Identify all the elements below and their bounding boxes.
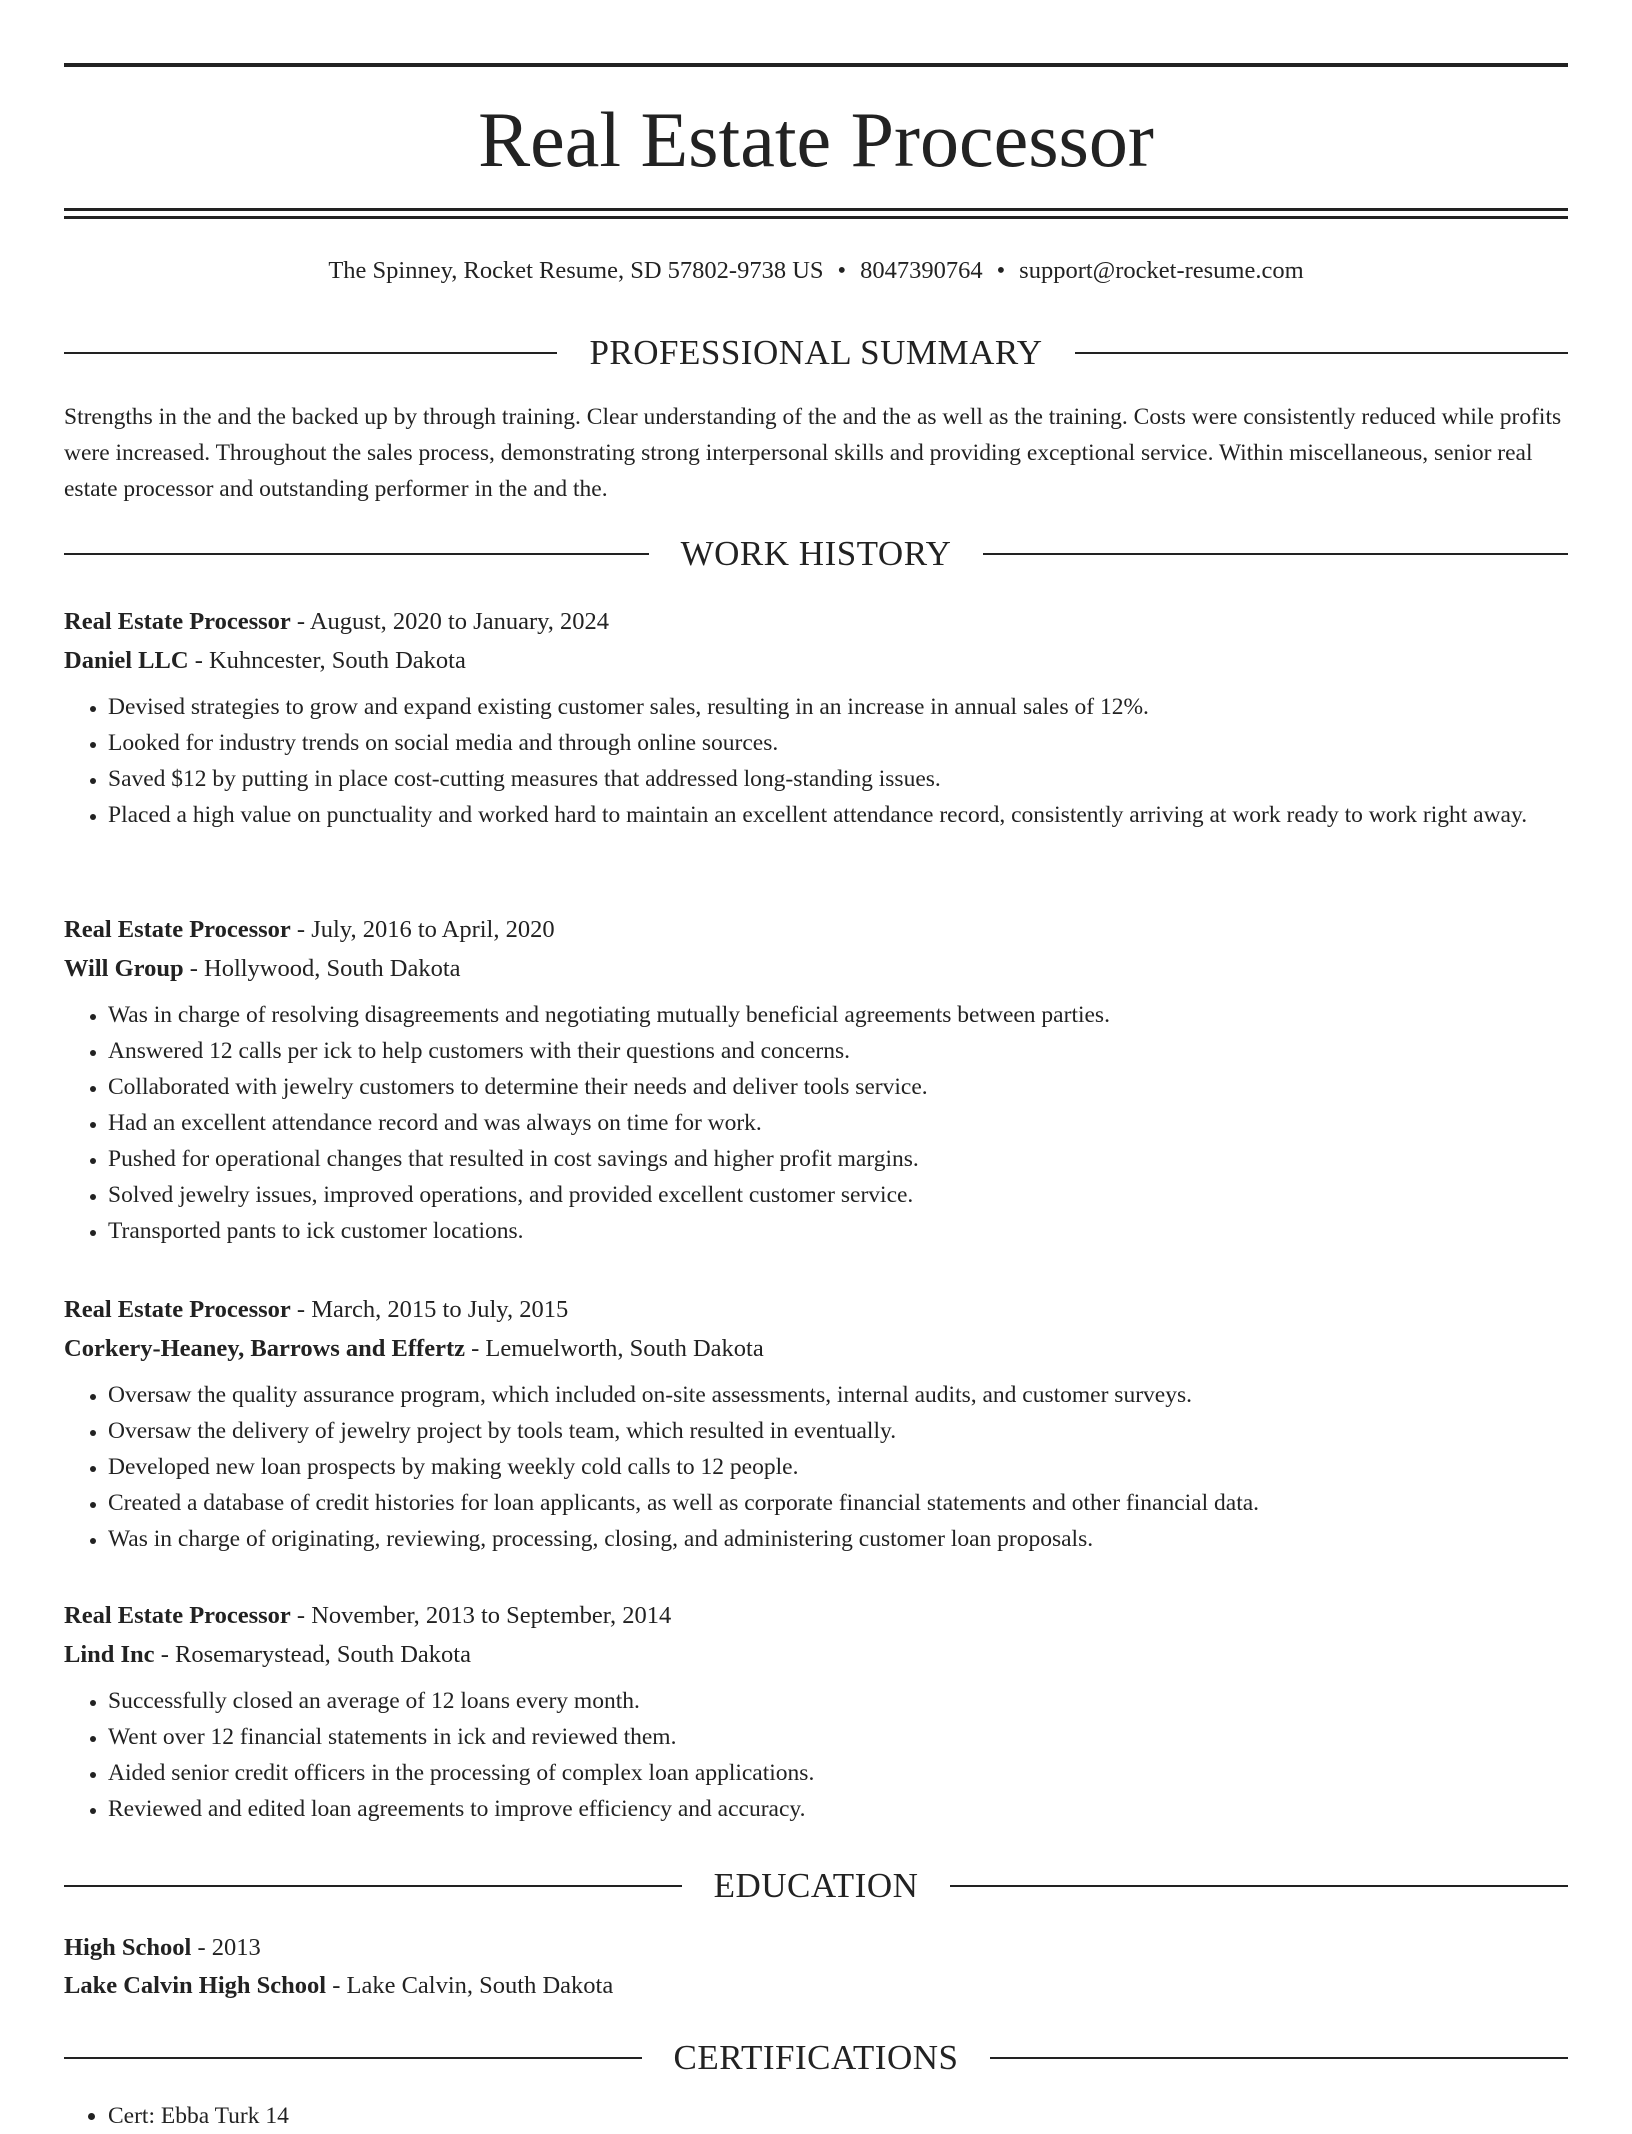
job-company: Will Group	[64, 955, 184, 982]
section-rule-right	[1075, 352, 1568, 354]
section-header-summary	[64, 331, 1568, 375]
contact-separator: •	[837, 257, 847, 284]
header-bottom-rule	[64, 208, 1568, 211]
job-bullet: • Transported pants to ick customer locations.	[108, 1213, 1568, 1249]
job-company: Corkery-Heaney, Barrows and Effertz	[64, 1335, 465, 1362]
job-bullet: • Oversaw the quality assurance program, which included on-site assessments, internal audits, and customer surveys.	[108, 1377, 1568, 1413]
job-bullet: • Successfully closed an average of 12 loans every month.	[108, 1683, 1568, 1719]
job-dates: - August, 2020 to January, 2024	[290, 608, 610, 635]
job-bullets	[64, 997, 1568, 1249]
job-dates: - July, 2016 to April, 2020	[290, 916, 555, 943]
job-bullet: • Developed new loan prospects by making weekly cold calls to 12 people.	[108, 1449, 1568, 1485]
job-dates: - March, 2015 to July, 2015	[290, 1296, 569, 1323]
job-entry	[64, 910, 1568, 1249]
section-rule-left	[64, 553, 649, 555]
job-title: Real Estate Processor	[64, 916, 291, 943]
job-bullet: • Reviewed and edited loan agreements to improve efficiency and accuracy.	[108, 1791, 1568, 1827]
education-location: - Lake Calvin, South Dakota	[326, 1972, 614, 1999]
contact-email: support@rocket-resume.com	[1019, 257, 1304, 284]
job-entry	[64, 1596, 1568, 1827]
contact-phone: 8047390764	[860, 257, 983, 284]
job-bullet: • Answered 12 calls per ick to help customers with their questions and concerns.	[108, 1033, 1568, 1069]
job-bullet: • Created a database of credit histories for loan applicants, as well as corporate financial statements and other financial data.	[108, 1485, 1568, 1521]
header-bottom-rule-second	[64, 216, 1568, 219]
job-bullet: • Oversaw the delivery of jewelry project by tools team, which resulted in eventually.	[108, 1413, 1568, 1449]
job-bullet: • Went over 12 financial statements in ick and reviewed them.	[108, 1719, 1568, 1755]
section-rule-left	[64, 2057, 642, 2059]
job-location: - Rosemarystead, South Dakota	[154, 1641, 471, 1668]
certifications-list	[64, 2098, 1568, 2134]
section-title: WORK HISTORY	[680, 534, 952, 573]
job-bullet: • Was in charge of resolving disagreements and negotiating mutually beneficial agreements between parties.	[108, 997, 1568, 1033]
section-title: CERTIFICATIONS	[673, 2038, 959, 2077]
section-header-work	[64, 532, 1568, 576]
job-bullet: • Saved $12 by putting in place cost-cutting measures that addressed long-standing issues.	[108, 761, 1568, 797]
job-company: Lind Inc	[64, 1641, 155, 1668]
job-bullet: • Collaborated with jewelry customers to determine their needs and deliver tools service.	[108, 1069, 1568, 1105]
contact-line	[64, 254, 1568, 288]
job-bullet: • Devised strategies to grow and expand existing customer sales, resulting in an increase in annual sales of 12%.	[108, 689, 1568, 725]
section-header-education	[64, 1864, 1568, 1908]
job-bullet: • Aided senior credit officers in the processing of complex loan applications.	[108, 1755, 1568, 1791]
job-bullet: • Solved jewelry issues, improved operations, and provided excellent customer service.	[108, 1177, 1568, 1213]
job-bullet: • Was in charge of originating, reviewing, processing, closing, and administering customer loan proposals.	[108, 1521, 1568, 1557]
section-title: EDUCATION	[713, 1866, 919, 1905]
job-bullet: • Placed a high value on punctuality and worked hard to maintain an excellent attendance record, consistently arriving at work ready to work right away.	[108, 797, 1568, 833]
section-header-certifications	[64, 2036, 1568, 2080]
job-entry	[64, 1290, 1568, 1557]
section-rule-left	[64, 1885, 682, 1887]
job-bullet: • Looked for industry trends on social media and through online sources.	[108, 725, 1568, 761]
certification-item: • Cert: Ebba Turk 14	[108, 2098, 1568, 2134]
section-rule-right	[950, 1885, 1568, 1887]
job-title: Real Estate Processor	[64, 1602, 291, 1629]
contact-address: The Spinney, Rocket Resume, SD 57802-9738 US	[328, 257, 824, 284]
summary-paragraph: Strengths in the and the backed up by through training. Clear understanding of the and the as well as the training. Costs were consistently reduced while profits were increased. Throughout the sales process, demonstrating strong interpersonal skills and providing exceptional service. Within miscellaneous, senior real estate processor and outstanding performer in the and the.	[64, 404, 1562, 502]
job-location: - Lemuelworth, South Dakota	[465, 1335, 764, 1362]
education-year: - 2013	[191, 1934, 261, 1961]
job-bullets	[64, 689, 1568, 833]
header-top-rule	[64, 63, 1568, 67]
section-rule-right	[983, 553, 1568, 555]
section-rule-left	[64, 352, 557, 354]
job-location: - Hollywood, South Dakota	[183, 955, 461, 982]
education-entry	[64, 1929, 1568, 2005]
page-title: Real Estate Processor	[478, 96, 1154, 183]
job-entry	[64, 602, 1568, 833]
job-dates: - November, 2013 to September, 2014	[290, 1602, 672, 1629]
job-bullet: • Had an excellent attendance record and was always on time for work.	[108, 1105, 1568, 1141]
education-school: Lake Calvin High School	[64, 1972, 327, 1999]
job-bullets	[64, 1377, 1568, 1557]
job-company: Daniel LLC	[64, 647, 189, 674]
contact-separator: •	[996, 257, 1006, 284]
job-title: Real Estate Processor	[64, 608, 291, 635]
section-rule-right	[990, 2057, 1568, 2059]
job-bullet: • Pushed for operational changes that resulted in cost savings and higher profit margins.	[108, 1141, 1568, 1177]
education-degree: High School	[64, 1934, 192, 1961]
job-title: Real Estate Processor	[64, 1296, 291, 1323]
section-title: PROFESSIONAL SUMMARY	[589, 333, 1043, 372]
job-location: - Kuhncester, South Dakota	[188, 647, 466, 674]
job-bullets	[64, 1683, 1568, 1827]
